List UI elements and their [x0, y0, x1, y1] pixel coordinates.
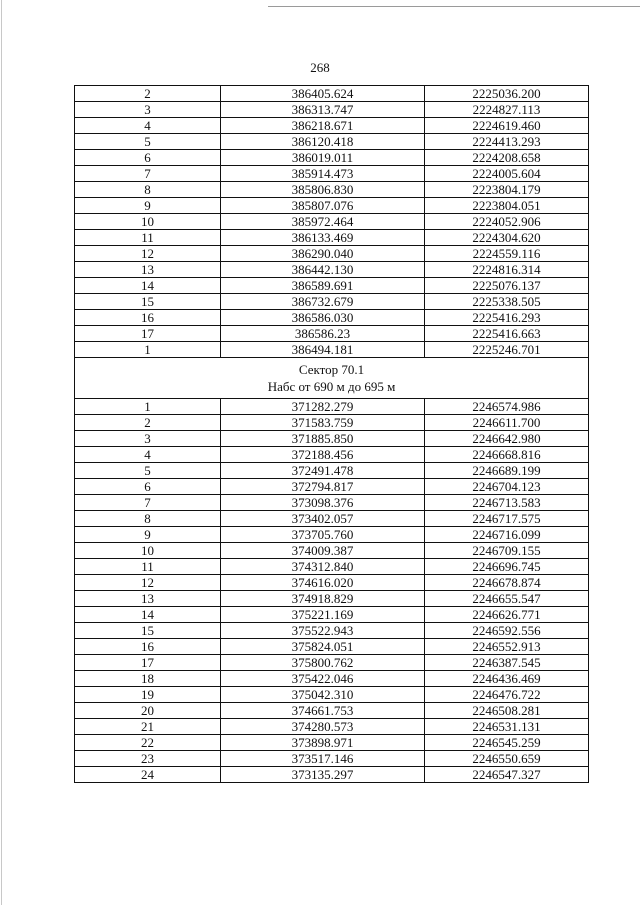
- x-coordinate-cell: 386589.691: [221, 278, 425, 294]
- table-row: [75, 767, 589, 783]
- point-number-cell: 5: [75, 134, 221, 150]
- x-coordinate-cell: 375824.051: [221, 639, 425, 655]
- point-number-cell: 3: [75, 102, 221, 118]
- x-coordinate-cell: 385914.473: [221, 166, 425, 182]
- point-number-cell: 19: [75, 687, 221, 703]
- y-coordinate-cell: 2224619.460: [425, 118, 589, 134]
- point-number-cell: 9: [75, 198, 221, 214]
- y-coordinate-cell: 2246655.547: [425, 591, 589, 607]
- x-coordinate-cell: 373098.376: [221, 495, 425, 511]
- top-edge-line: [268, 6, 640, 7]
- section-header: [75, 358, 589, 399]
- x-coordinate-cell: 386586.23: [221, 326, 425, 342]
- y-coordinate-cell: 2225416.293: [425, 310, 589, 326]
- x-coordinate-cell: 386133.469: [221, 230, 425, 246]
- table-row: [75, 198, 589, 214]
- y-coordinate-cell: 2223804.179: [425, 182, 589, 198]
- point-number-cell: 1: [75, 342, 221, 358]
- y-coordinate-cell: 2246689.199: [425, 463, 589, 479]
- point-number-cell: 20: [75, 703, 221, 719]
- table-row: [75, 415, 589, 431]
- point-number-cell: 10: [75, 543, 221, 559]
- point-number-cell: 11: [75, 559, 221, 575]
- x-coordinate-cell: 386313.747: [221, 102, 425, 118]
- point-number-cell: 17: [75, 655, 221, 671]
- point-number-cell: 2: [75, 86, 221, 102]
- point-number-cell: 15: [75, 294, 221, 310]
- y-coordinate-cell: 2246704.123: [425, 479, 589, 495]
- y-coordinate-cell: 2246592.556: [425, 623, 589, 639]
- x-coordinate-cell: 386405.624: [221, 86, 425, 102]
- x-coordinate-cell: 372188.456: [221, 447, 425, 463]
- point-number-cell: 4: [75, 447, 221, 463]
- y-coordinate-cell: 2224208.658: [425, 150, 589, 166]
- y-coordinate-cell: 2246642.980: [425, 431, 589, 447]
- y-coordinate-cell: 2246678.874: [425, 575, 589, 591]
- y-coordinate-cell: 2246626.771: [425, 607, 589, 623]
- point-number-cell: 12: [75, 575, 221, 591]
- y-coordinate-cell: 2246696.745: [425, 559, 589, 575]
- x-coordinate-cell: 373517.146: [221, 751, 425, 767]
- point-number-cell: 2: [75, 415, 221, 431]
- table-row: [75, 559, 589, 575]
- y-coordinate-cell: 2246476.722: [425, 687, 589, 703]
- y-coordinate-cell: 2225416.663: [425, 326, 589, 342]
- y-coordinate-cell: 2224559.116: [425, 246, 589, 262]
- point-number-cell: 1: [75, 399, 221, 415]
- section-title: Сектор 70.1: [298, 362, 365, 377]
- y-coordinate-cell: 2224827.113: [425, 102, 589, 118]
- x-coordinate-cell: 386290.040: [221, 246, 425, 262]
- table-row: [75, 527, 589, 543]
- point-number-cell: 17: [75, 326, 221, 342]
- table-row: [75, 118, 589, 134]
- table-row: [75, 399, 589, 415]
- x-coordinate-cell: 375221.169: [221, 607, 425, 623]
- x-coordinate-cell: 385972.464: [221, 214, 425, 230]
- x-coordinate-cell: 385806.830: [221, 182, 425, 198]
- x-coordinate-cell: 386120.418: [221, 134, 425, 150]
- x-coordinate-cell: 371885.850: [221, 431, 425, 447]
- x-coordinate-cell: 375422.046: [221, 671, 425, 687]
- y-coordinate-cell: 2225246.701: [425, 342, 589, 358]
- x-coordinate-cell: 372794.817: [221, 479, 425, 495]
- point-number-cell: 3: [75, 431, 221, 447]
- point-number-cell: 7: [75, 166, 221, 182]
- table-row: [75, 102, 589, 118]
- x-coordinate-cell: 373898.971: [221, 735, 425, 751]
- table-row: [75, 166, 589, 182]
- table-row: [75, 150, 589, 166]
- y-coordinate-cell: 2246716.099: [425, 527, 589, 543]
- y-coordinate-cell: 2246531.131: [425, 719, 589, 735]
- y-coordinate-cell: 2246713.583: [425, 495, 589, 511]
- y-coordinate-cell: 2246552.913: [425, 639, 589, 655]
- table-row: [75, 479, 589, 495]
- x-coordinate-cell: 374661.753: [221, 703, 425, 719]
- table-row: [75, 230, 589, 246]
- table-row: [75, 687, 589, 703]
- point-number-cell: 23: [75, 751, 221, 767]
- point-number-cell: 16: [75, 310, 221, 326]
- table-row: [75, 543, 589, 559]
- y-coordinate-cell: 2225338.505: [425, 294, 589, 310]
- y-coordinate-cell: 2224413.293: [425, 134, 589, 150]
- table-row: [75, 134, 589, 150]
- y-coordinate-cell: 2224304.620: [425, 230, 589, 246]
- y-coordinate-cell: 2246436.469: [425, 671, 589, 687]
- table-row: [75, 671, 589, 687]
- x-coordinate-cell: 373402.057: [221, 511, 425, 527]
- x-coordinate-cell: 373135.297: [221, 767, 425, 783]
- x-coordinate-cell: 374616.020: [221, 575, 425, 591]
- y-coordinate-cell: 2246717.575: [425, 511, 589, 527]
- point-number-cell: 6: [75, 150, 221, 166]
- point-number-cell: 8: [75, 182, 221, 198]
- table-row: [75, 511, 589, 527]
- point-number-cell: 13: [75, 262, 221, 278]
- x-coordinate-cell: 386732.679: [221, 294, 425, 310]
- y-coordinate-cell: 2246574.986: [425, 399, 589, 415]
- point-number-cell: 21: [75, 719, 221, 735]
- point-number-cell: 22: [75, 735, 221, 751]
- point-number-cell: 8: [75, 511, 221, 527]
- x-coordinate-cell: 386494.181: [221, 342, 425, 358]
- section-subtitle: Набс от 690 м до 695 м: [267, 379, 396, 394]
- coordinates-table: [74, 85, 589, 783]
- table-row: [75, 447, 589, 463]
- point-number-cell: 18: [75, 671, 221, 687]
- table-row: [75, 342, 589, 358]
- x-coordinate-cell: 375042.310: [221, 687, 425, 703]
- table-row: [75, 719, 589, 735]
- y-coordinate-cell: 2225036.200: [425, 86, 589, 102]
- point-number-cell: 13: [75, 591, 221, 607]
- table-row: [75, 655, 589, 671]
- table-row: [75, 639, 589, 655]
- table-row: [75, 182, 589, 198]
- point-number-cell: 4: [75, 118, 221, 134]
- table-row: [75, 246, 589, 262]
- y-coordinate-cell: 2246611.700: [425, 415, 589, 431]
- point-number-cell: 6: [75, 479, 221, 495]
- y-coordinate-cell: 2246668.816: [425, 447, 589, 463]
- x-coordinate-cell: 374918.829: [221, 591, 425, 607]
- point-number-cell: 10: [75, 214, 221, 230]
- table-row: [75, 326, 589, 342]
- y-coordinate-cell: 2246550.659: [425, 751, 589, 767]
- coordinates-table-body: [75, 86, 589, 783]
- table-row: [75, 214, 589, 230]
- table-row: [75, 431, 589, 447]
- point-number-cell: 7: [75, 495, 221, 511]
- point-number-cell: 12: [75, 246, 221, 262]
- table-row: [75, 607, 589, 623]
- table-row: [75, 623, 589, 639]
- y-coordinate-cell: 2246709.155: [425, 543, 589, 559]
- point-number-cell: 9: [75, 527, 221, 543]
- y-coordinate-cell: 2224005.604: [425, 166, 589, 182]
- x-coordinate-cell: 386218.671: [221, 118, 425, 134]
- y-coordinate-cell: 2225076.137: [425, 278, 589, 294]
- x-coordinate-cell: 386442.130: [221, 262, 425, 278]
- y-coordinate-cell: 2224052.906: [425, 214, 589, 230]
- y-coordinate-cell: 2246387.545: [425, 655, 589, 671]
- x-coordinate-cell: 373705.760: [221, 527, 425, 543]
- table-row: [75, 86, 589, 102]
- y-coordinate-cell: 2246547.327: [425, 767, 589, 783]
- point-number-cell: 14: [75, 278, 221, 294]
- table-row: [75, 278, 589, 294]
- x-coordinate-cell: 374280.573: [221, 719, 425, 735]
- table-row: [75, 463, 589, 479]
- page-number: 268: [310, 60, 330, 75]
- x-coordinate-cell: 374312.840: [221, 559, 425, 575]
- point-number-cell: 15: [75, 623, 221, 639]
- x-coordinate-cell: 375800.762: [221, 655, 425, 671]
- table-row: [75, 735, 589, 751]
- point-number-cell: 5: [75, 463, 221, 479]
- y-coordinate-cell: 2246508.281: [425, 703, 589, 719]
- x-coordinate-cell: 372491.478: [221, 463, 425, 479]
- x-coordinate-cell: 375522.943: [221, 623, 425, 639]
- y-coordinate-cell: 2224816.314: [425, 262, 589, 278]
- point-number-cell: 11: [75, 230, 221, 246]
- table-row: [75, 262, 589, 278]
- x-coordinate-cell: 374009.387: [221, 543, 425, 559]
- x-coordinate-cell: 371282.279: [221, 399, 425, 415]
- point-number-cell: 16: [75, 639, 221, 655]
- table-row: [75, 575, 589, 591]
- x-coordinate-cell: 386586.030: [221, 310, 425, 326]
- table-row: [75, 495, 589, 511]
- y-coordinate-cell: 2223804.051: [425, 198, 589, 214]
- x-coordinate-cell: 386019.011: [221, 150, 425, 166]
- table-row: [75, 310, 589, 326]
- table-row: [75, 591, 589, 607]
- point-number-cell: 24: [75, 767, 221, 783]
- table-row: [75, 294, 589, 310]
- table-row: [75, 703, 589, 719]
- left-edge-line: [1, 0, 2, 905]
- point-number-cell: 14: [75, 607, 221, 623]
- x-coordinate-cell: 385807.076: [221, 198, 425, 214]
- section-header-row: [75, 358, 589, 399]
- x-coordinate-cell: 371583.759: [221, 415, 425, 431]
- y-coordinate-cell: 2246545.259: [425, 735, 589, 751]
- table-row: [75, 751, 589, 767]
